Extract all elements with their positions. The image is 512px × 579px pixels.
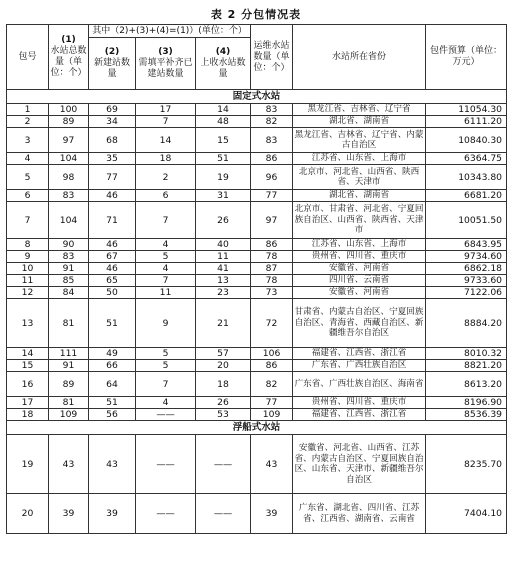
- cell-collect: 31: [196, 190, 251, 202]
- header-new-text: 新建站数量: [93, 58, 130, 79]
- cell-fill: 7: [136, 116, 196, 128]
- cell-province: 广东省、广西壮族自治区: [293, 360, 426, 372]
- cell-new: 34: [89, 116, 136, 128]
- cell-province: 贵州省、四川省、重庆市: [293, 397, 426, 409]
- cell-package: 17: [7, 397, 49, 409]
- cell-fill: 5: [136, 360, 196, 372]
- cell-total: 43: [49, 435, 89, 494]
- cell-collect: 23: [196, 287, 251, 299]
- cell-fill: 7: [136, 275, 196, 287]
- table-row: [7, 190, 507, 202]
- cell-total: 81: [49, 299, 89, 348]
- cell-new: 46: [89, 190, 136, 202]
- cell-package: 1: [7, 104, 49, 116]
- cell-total: 83: [49, 190, 89, 202]
- cell-budget: 7122.06: [426, 287, 507, 299]
- cell-province: 江苏省、山东省、上海市: [293, 239, 426, 251]
- cell-ops: 73: [251, 287, 293, 299]
- cell-collect: 18: [196, 372, 251, 397]
- header-ops: 运维水站数量（单位：个）: [251, 25, 293, 90]
- header-fill-text: 需填平补齐已建站数量: [138, 58, 193, 79]
- cell-province: 黑龙江省、吉林省、辽宁省、内蒙古自治区: [293, 128, 426, 153]
- cell-total: 89: [49, 372, 89, 397]
- cell-province: 江苏省、山东省、上海市: [293, 153, 426, 165]
- cell-ops: 77: [251, 190, 293, 202]
- cell-ops: 82: [251, 372, 293, 397]
- header-collect: [196, 38, 251, 90]
- cell-ops: 97: [251, 202, 293, 239]
- cell-ops: 96: [251, 165, 293, 190]
- cell-new: 35: [89, 153, 136, 165]
- cell-collect: 26: [196, 202, 251, 239]
- header-total-num: (1): [61, 35, 76, 45]
- cell-ops: 83: [251, 104, 293, 116]
- cell-collect: ——: [196, 435, 251, 494]
- cell-province: 北京市、甘肃省、河北省、宁夏回族自治区、山西省、陕西省、天津市: [293, 202, 426, 239]
- cell-package: 10: [7, 263, 49, 275]
- cell-fill: 11: [136, 287, 196, 299]
- cell-package: 14: [7, 348, 49, 360]
- cell-package: 11: [7, 275, 49, 287]
- cell-ops: 78: [251, 275, 293, 287]
- header-province: 水站所在省份: [293, 25, 426, 90]
- cell-ops: 86: [251, 153, 293, 165]
- section-row: [7, 90, 507, 104]
- header-collect-num: (4): [215, 47, 231, 57]
- package-table: [6, 24, 507, 534]
- cell-new: 66: [89, 360, 136, 372]
- cell-fill: 5: [136, 348, 196, 360]
- cell-province: 黑龙江省、吉林省、辽宁省: [293, 104, 426, 116]
- header-collect-text: 上收水站数量: [200, 58, 246, 79]
- cell-collect: 57: [196, 348, 251, 360]
- cell-new: 77: [89, 165, 136, 190]
- cell-collect: 40: [196, 239, 251, 251]
- cell-budget: 8235.70: [426, 435, 507, 494]
- header-total-text: 水站总数量（单位：个）: [50, 46, 87, 78]
- header-breakdown: 其中（2)+(3)+(4)=(1)）(单位：个）: [89, 25, 251, 38]
- cell-collect: 20: [196, 360, 251, 372]
- cell-province: 广东省、湖北省、四川省、江苏省、江西省、湖南省、云南省: [293, 494, 426, 534]
- cell-new: 39: [89, 494, 136, 534]
- cell-package: 5: [7, 165, 49, 190]
- cell-province: 安徽省、河北省、山西省、江苏省、内蒙古自治区、宁夏回族自治区、山东省、天津市、新疆维吾尔自治区: [293, 435, 426, 494]
- cell-collect: 13: [196, 275, 251, 287]
- cell-budget: 10343.80: [426, 165, 507, 190]
- cell-budget: 8884.20: [426, 299, 507, 348]
- cell-province: 贵州省、四川省、重庆市: [293, 251, 426, 263]
- cell-fill: 18: [136, 153, 196, 165]
- cell-collect: 19: [196, 165, 251, 190]
- cell-total: 81: [49, 397, 89, 409]
- header-new: [89, 38, 136, 90]
- header-fill-num: (3): [158, 47, 173, 57]
- cell-province: 安徽省、河南省: [293, 287, 426, 299]
- table-row: [7, 104, 507, 116]
- cell-new: 65: [89, 275, 136, 287]
- cell-fill: 7: [136, 372, 196, 397]
- cell-fill: 9: [136, 299, 196, 348]
- table-row: [7, 372, 507, 397]
- cell-package: 18: [7, 409, 49, 421]
- section-label: 浮船式水站: [7, 421, 507, 435]
- cell-ops: 82: [251, 116, 293, 128]
- cell-collect: 15: [196, 128, 251, 153]
- cell-package: 16: [7, 372, 49, 397]
- cell-budget: 8536.39: [426, 409, 507, 421]
- cell-ops: 86: [251, 360, 293, 372]
- cell-collect: ——: [196, 494, 251, 534]
- table-row: [7, 435, 507, 494]
- cell-ops: 39: [251, 494, 293, 534]
- cell-total: 109: [49, 409, 89, 421]
- table-row: [7, 116, 507, 128]
- cell-budget: 8010.32: [426, 348, 507, 360]
- cell-budget: 7404.10: [426, 494, 507, 534]
- cell-collect: 48: [196, 116, 251, 128]
- cell-collect: 41: [196, 263, 251, 275]
- cell-new: 43: [89, 435, 136, 494]
- cell-total: 111: [49, 348, 89, 360]
- table-row: [7, 494, 507, 534]
- cell-fill: 4: [136, 397, 196, 409]
- cell-budget: 6111.20: [426, 116, 507, 128]
- cell-total: 104: [49, 202, 89, 239]
- cell-collect: 11: [196, 251, 251, 263]
- table-row: [7, 397, 507, 409]
- table-row: [7, 275, 507, 287]
- cell-ops: 86: [251, 239, 293, 251]
- cell-fill: 14: [136, 128, 196, 153]
- cell-package: 20: [7, 494, 49, 534]
- cell-total: 90: [49, 239, 89, 251]
- cell-budget: 6681.20: [426, 190, 507, 202]
- cell-ops: 87: [251, 263, 293, 275]
- cell-total: 100: [49, 104, 89, 116]
- table-row: [7, 251, 507, 263]
- table-row: [7, 165, 507, 190]
- cell-budget: 8613.20: [426, 372, 507, 397]
- cell-total: 85: [49, 275, 89, 287]
- table-row: [7, 409, 507, 421]
- table-row: [7, 202, 507, 239]
- cell-total: 104: [49, 153, 89, 165]
- cell-package: 9: [7, 251, 49, 263]
- cell-ops: 83: [251, 128, 293, 153]
- cell-package: 6: [7, 190, 49, 202]
- cell-collect: 53: [196, 409, 251, 421]
- cell-total: 98: [49, 165, 89, 190]
- cell-new: 46: [89, 263, 136, 275]
- cell-fill: 2: [136, 165, 196, 190]
- cell-new: 64: [89, 372, 136, 397]
- table-body: [7, 90, 507, 534]
- header-package: 包号: [7, 25, 49, 90]
- cell-ops: 72: [251, 299, 293, 348]
- cell-province: 北京市、河北省、山西省、陕西省、天津市: [293, 165, 426, 190]
- cell-total: 39: [49, 494, 89, 534]
- cell-package: 2: [7, 116, 49, 128]
- cell-total: 89: [49, 116, 89, 128]
- header-new-num: (2): [104, 47, 120, 57]
- cell-total: 91: [49, 360, 89, 372]
- section-label: 固定式水站: [7, 90, 507, 104]
- cell-province: 广东省、广西壮族自治区、海南省: [293, 372, 426, 397]
- cell-new: 56: [89, 409, 136, 421]
- cell-province: 安徽省、河南省: [293, 263, 426, 275]
- cell-ops: 78: [251, 251, 293, 263]
- cell-budget: 9733.60: [426, 275, 507, 287]
- cell-ops: 109: [251, 409, 293, 421]
- cell-ops: 43: [251, 435, 293, 494]
- cell-total: 83: [49, 251, 89, 263]
- cell-new: 71: [89, 202, 136, 239]
- cell-package: 4: [7, 153, 49, 165]
- table-row: [7, 128, 507, 153]
- table-row: [7, 360, 507, 372]
- table-row: [7, 348, 507, 360]
- cell-budget: 6862.18: [426, 263, 507, 275]
- cell-package: 12: [7, 287, 49, 299]
- table-row: [7, 299, 507, 348]
- cell-fill: 4: [136, 239, 196, 251]
- cell-new: 49: [89, 348, 136, 360]
- cell-budget: 11054.30: [426, 104, 507, 116]
- cell-budget: 6364.75: [426, 153, 507, 165]
- cell-province: 四川省、云南省: [293, 275, 426, 287]
- cell-total: 97: [49, 128, 89, 153]
- cell-collect: 51: [196, 153, 251, 165]
- table-title: 表 2 分包情况表: [210, 8, 302, 21]
- cell-budget: 10051.50: [426, 202, 507, 239]
- table-row: [7, 263, 507, 275]
- cell-new: 50: [89, 287, 136, 299]
- table-row: [7, 287, 507, 299]
- cell-fill: ——: [136, 494, 196, 534]
- cell-new: 69: [89, 104, 136, 116]
- cell-collect: 26: [196, 397, 251, 409]
- cell-fill: 17: [136, 104, 196, 116]
- cell-package: 15: [7, 360, 49, 372]
- cell-new: 46: [89, 239, 136, 251]
- cell-province: 湖北省、湖南省: [293, 190, 426, 202]
- cell-budget: 8196.90: [426, 397, 507, 409]
- cell-package: 3: [7, 128, 49, 153]
- cell-fill: ——: [136, 435, 196, 494]
- cell-total: 84: [49, 287, 89, 299]
- cell-province: 甘肃省、内蒙古自治区、宁夏回族自治区、青海省、西藏自治区、新疆维吾尔自治区: [293, 299, 426, 348]
- cell-budget: 9734.60: [426, 251, 507, 263]
- cell-ops: 106: [251, 348, 293, 360]
- cell-new: 51: [89, 299, 136, 348]
- cell-ops: 77: [251, 397, 293, 409]
- cell-fill: ——: [136, 409, 196, 421]
- cell-fill: 5: [136, 251, 196, 263]
- cell-collect: 21: [196, 299, 251, 348]
- cell-total: 91: [49, 263, 89, 275]
- cell-new: 51: [89, 397, 136, 409]
- cell-province: 福建省、江西省、浙江省: [293, 409, 426, 421]
- cell-budget: 6843.95: [426, 239, 507, 251]
- cell-collect: 14: [196, 104, 251, 116]
- cell-fill: 4: [136, 263, 196, 275]
- header-fill: [136, 38, 196, 90]
- table-row: [7, 153, 507, 165]
- cell-new: 67: [89, 251, 136, 263]
- cell-package: 13: [7, 299, 49, 348]
- cell-budget: 10840.30: [426, 128, 507, 153]
- cell-fill: 6: [136, 190, 196, 202]
- cell-new: 68: [89, 128, 136, 153]
- cell-province: 湖北省、湖南省: [293, 116, 426, 128]
- header-total: [49, 25, 89, 90]
- cell-package: 19: [7, 435, 49, 494]
- table-row: [7, 239, 507, 251]
- cell-package: 7: [7, 202, 49, 239]
- cell-budget: 8821.20: [426, 360, 507, 372]
- section-row: [7, 421, 507, 435]
- header-budget: 包件预算（单位：万元）: [426, 25, 507, 90]
- cell-province: 福建省、江西省、浙江省: [293, 348, 426, 360]
- cell-fill: 7: [136, 202, 196, 239]
- cell-package: 8: [7, 239, 49, 251]
